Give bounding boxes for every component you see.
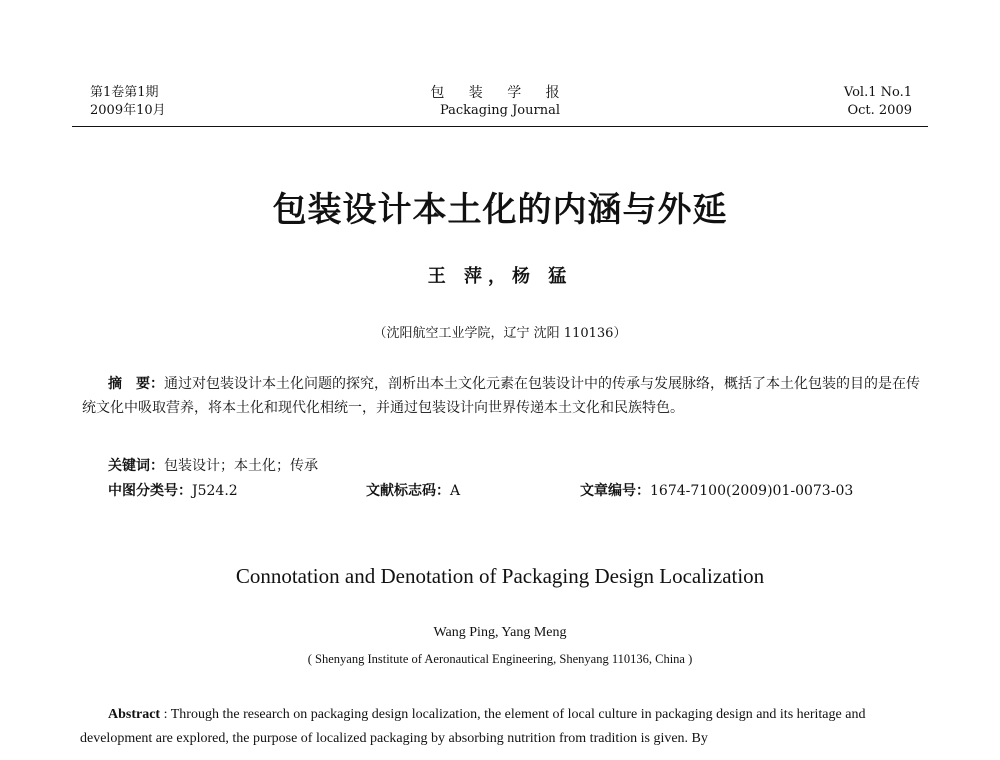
keywords-cn <box>108 456 318 476</box>
article-no-value: 1674-7100(2009)01-0073-03 <box>650 483 854 499</box>
header-rule <box>72 126 928 127</box>
abstract-cn <box>82 372 928 420</box>
abstract-cn-label: 摘 要： <box>108 376 164 392</box>
authors-cn: 王 萍，杨 猛 <box>427 266 573 287</box>
clc-number <box>108 481 238 501</box>
article-number <box>580 481 853 501</box>
document-code <box>366 481 460 501</box>
date-cn: 2009年10月 <box>90 103 166 118</box>
issue-cn: 第1卷第1期 <box>90 85 159 100</box>
abstract-en <box>80 703 928 751</box>
authors-en: Wang Ping, Yang Meng <box>433 625 567 640</box>
affiliation-cn: （沈阳航空工业学院，辽宁 沈阳 110136） <box>373 326 627 341</box>
affiliation-en: ( Shenyang Institute of Aeronautical Engineering, Shenyang 110136, China ) <box>307 652 693 666</box>
clc-value: J524.2 <box>192 483 238 499</box>
date-en: Oct. 2009 <box>847 103 912 118</box>
volume-number: Vol.1 No.1 <box>843 85 912 100</box>
article-title-cn: 包装设计本土化的内涵与外延 <box>272 190 728 230</box>
article-no-label: 文章编号： <box>580 483 650 499</box>
keywords-text: 包装设计；本土化；传承 <box>164 458 318 474</box>
abstract-en-label: Abstract <box>108 707 161 722</box>
article-title-en: Connotation and Denotation of Packaging Design Localization <box>235 564 765 588</box>
keywords-label: 关键词： <box>108 458 164 474</box>
abstract-en-separator: : <box>160 707 171 722</box>
journal-title-cn: 包 装 学 报 <box>430 85 570 101</box>
doc-code-label: 文献标志码： <box>366 483 450 499</box>
abstract-cn-text: 通过对包装设计本土化问题的探究，剖析出本土文化元素在包装设计中的传承与发展脉络，概括了本土化包装的目的是在传统文化中吸取营养，将本土化和现代化相统一，并通过包装设计向世界传递本土文化和民族特色。 <box>82 376 920 416</box>
journal-title-en: Packaging Journal <box>439 103 561 118</box>
doc-code-value: A <box>450 483 461 499</box>
abstract-en-text: Through the research on packaging design localization, the element of local culture in packaging design and its heritage and development are explored, the purpose of localized packaging by absorbing nutrition from tradition is given. By <box>80 707 866 746</box>
header-right <box>844 84 912 120</box>
clc-label: 中图分类号： <box>108 483 192 499</box>
